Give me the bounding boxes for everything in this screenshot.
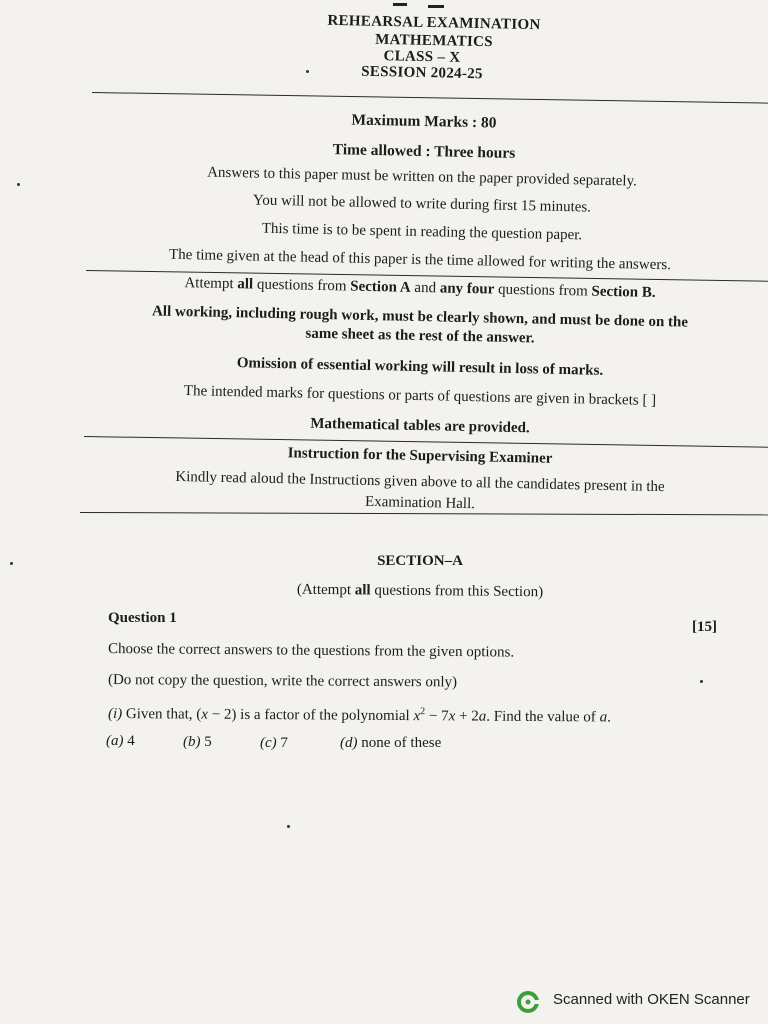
part-i-text-post: . Find the value of — [486, 708, 600, 726]
question-1-note: (Do not copy the question, write the correct answers only) — [107, 672, 458, 691]
top-mark-right — [428, 5, 444, 8]
attempt-any-four: any four — [439, 280, 495, 298]
part-i-text-pre: Given that, ( — [122, 706, 202, 723]
scan-speck — [17, 183, 20, 186]
option-c-label: (c) — [260, 735, 277, 751]
section-a-subtitle-pre: (Attempt — [296, 581, 355, 599]
find-variable-a: a — [599, 709, 608, 726]
top-mark-left — [393, 3, 407, 6]
time-allowed: Time allowed : Three hours — [332, 141, 516, 162]
option-a-value: 4 — [127, 733, 135, 749]
attempt-mid2: questions from — [494, 281, 592, 300]
poly-exponent: 2 — [420, 706, 426, 718]
supervisor-line-1: Kindly read aloud the Instructions given above to all the candidates present in the — [175, 468, 665, 496]
attempt-and: and — [410, 279, 440, 297]
option-d — [340, 735, 441, 752]
option-a-label: (a) — [106, 733, 124, 749]
option-a — [106, 733, 135, 750]
attempt-all: all — [237, 276, 254, 293]
session-title: SESSION 2024-25 — [361, 63, 483, 83]
factor-rest: − 2) is a factor of the polynomial — [207, 706, 414, 725]
question-1-part-i — [108, 704, 611, 727]
subject-title: MATHEMATICS — [374, 31, 494, 51]
poly-variable-2: x — [448, 708, 456, 725]
intended-marks-note: The intended marks for questions or parts of questions are given in brackets [ ] — [183, 383, 657, 409]
max-marks: Maximum Marks : 80 — [351, 111, 497, 132]
question-1-prompt: Choose the correct answers to the questions from the given options. — [107, 641, 515, 661]
part-i-end: . — [607, 709, 611, 726]
supervisor-line-2: Examination Hall. — [364, 493, 476, 513]
section-a-title: SECTION–A — [377, 553, 463, 569]
attempt-mid: questions from — [253, 276, 351, 295]
option-b-label: (b) — [183, 734, 201, 750]
section-a-subtitle-all: all — [354, 582, 371, 599]
scan-speck — [700, 680, 703, 683]
poly-variable: x — [413, 708, 421, 725]
option-b-value: 5 — [204, 734, 212, 750]
poly-constant-a: a — [478, 708, 487, 725]
attempt-section-a: Section A — [350, 278, 411, 296]
scan-speck — [10, 562, 13, 565]
poly-mid-2: + 2 — [455, 708, 479, 725]
exam-title: REHEARSAL EXAMINATION — [327, 12, 541, 34]
header-divider — [92, 92, 768, 104]
working-instruction-1: All working, including rough work, must be clearly shown, and must be done on the — [151, 303, 689, 331]
attempt-section-b: Section B. — [591, 283, 656, 301]
option-d-label: (d) — [340, 735, 358, 751]
question-1-marks: [15] — [692, 619, 717, 635]
question-1-label: Question 1 — [108, 610, 177, 626]
scan-speck — [287, 825, 290, 828]
oken-scanner-logo-icon — [517, 991, 539, 1013]
section-a-subtitle-post: questions from this Section) — [370, 582, 544, 601]
option-b — [183, 734, 212, 751]
omission-warning: Omission of essential working will result in loss of marks. — [236, 355, 604, 379]
poly-mid: − 7 — [425, 708, 449, 725]
instruction-line-2: You will not be allowed to write during first 15 minutes. — [252, 192, 592, 216]
section-a-subtitle — [220, 581, 620, 602]
instruction-line-3: This time is to be spent in reading the question paper. — [261, 220, 583, 244]
option-c — [260, 735, 288, 752]
instruction-line-4: The time given at the head of this paper is the time allowed for writing the answers. — [168, 246, 672, 274]
option-c-value: 7 — [280, 735, 288, 751]
factor-variable: x — [201, 706, 209, 723]
part-i-label: (i) — [107, 706, 123, 723]
supervisor-title: Instruction for the Supervising Examiner — [287, 445, 553, 467]
instruction-line-1: Answers to this paper must be written on the paper provided separately. — [207, 164, 638, 190]
working-instruction-2: same sheet as the rest of the answer. — [305, 325, 535, 347]
scan-speck — [306, 70, 309, 73]
option-d-value: none of these — [361, 735, 442, 751]
class-title: CLASS – X — [383, 48, 461, 66]
tables-provided: Mathematical tables are provided. — [310, 415, 530, 437]
attempt-pre: Attempt — [184, 275, 238, 293]
scanner-watermark-text: Scanned with OKEN Scanner — [553, 991, 750, 1008]
